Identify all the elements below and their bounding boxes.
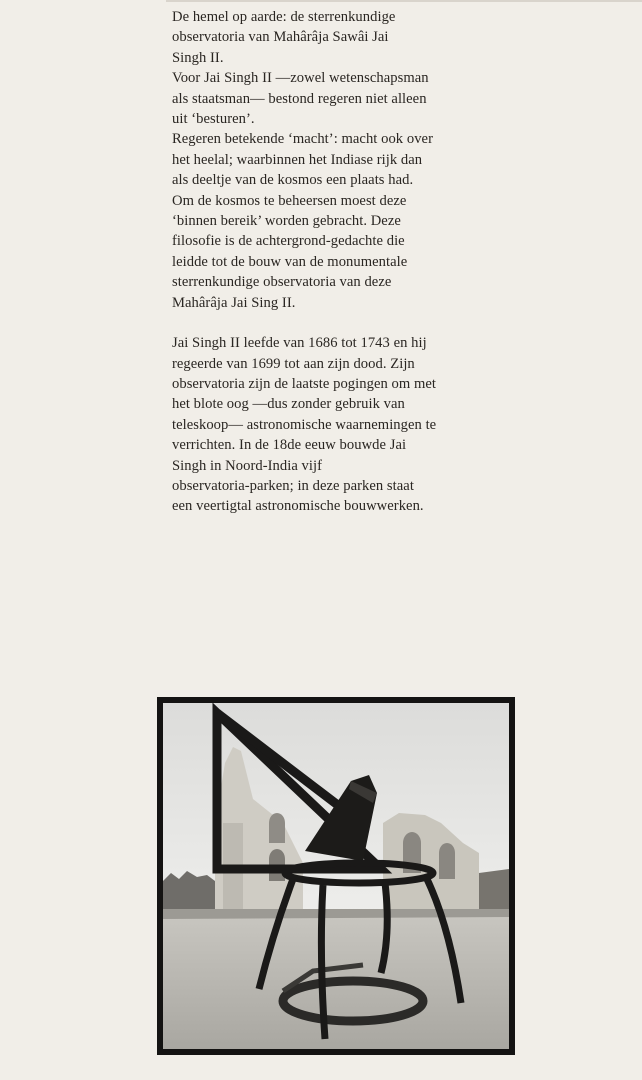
- text-line: ‘binnen bereik’ worden gebracht. Deze: [172, 213, 401, 230]
- text-line: als staatsman— bestond regeren niet alleen: [172, 90, 427, 107]
- paragraph-history: [172, 333, 522, 517]
- text-line: observatoria-parken; in deze parken staat: [172, 477, 414, 494]
- text-line: verrichten. In de 18de eeuw bouwde Jai: [172, 437, 407, 454]
- text-line: Singh in Noord-India vijf: [172, 457, 323, 474]
- text-line: observatoria zijn de laatste pogingen om met: [172, 375, 436, 392]
- text-line: uit ‘besturen’.: [172, 111, 255, 128]
- text-line: sterrenkundige observatoria van deze: [172, 274, 392, 291]
- text-line: Om de kosmos te beheersen moest deze: [172, 192, 407, 209]
- instrument-leg: [321, 885, 325, 1039]
- top-divider: [166, 0, 642, 2]
- text-line: Singh II.: [172, 49, 224, 66]
- text-line: De hemel op aarde: de sterrenkundige: [172, 9, 396, 25]
- text-line: filosofie is de achtergrond-gedachte die: [172, 233, 405, 250]
- text-line: Mahârâja Jai Sing II.: [172, 294, 296, 311]
- text-line: leidde tot de bouw van de monumentale: [172, 253, 408, 270]
- paragraph-intro: [172, 7, 522, 313]
- text-line: het heelal; waarbinnen het Indiase rijk dan: [172, 151, 423, 168]
- text-line: teleskoop— astronomische waarnemingen te: [172, 416, 437, 433]
- text-line: Jai Singh II leefde van 1686 tot 1743 en hij: [172, 335, 427, 352]
- text-line: als deeltje van de kosmos een plaats had.: [172, 172, 414, 189]
- text-line: observatoria van Mahârâja Sawâi Jai: [172, 29, 389, 46]
- text-line: het blote oog —dus zonder gebruik van: [172, 396, 405, 413]
- text-line: Voor Jai Singh II —zowel wetenschapsman: [172, 70, 429, 87]
- article-text: [172, 7, 522, 517]
- trees: [163, 871, 215, 913]
- text-line: een veertigtal astronomische bouwwerken.: [172, 498, 424, 515]
- text-line: regeerde van 1699 tot aan zijn dood. Zijn: [172, 355, 415, 372]
- observatory-photo-image: [163, 703, 509, 1049]
- text-line: Regeren betekende ‘macht’: macht ook over: [172, 131, 433, 148]
- observatory-photo: [157, 697, 515, 1055]
